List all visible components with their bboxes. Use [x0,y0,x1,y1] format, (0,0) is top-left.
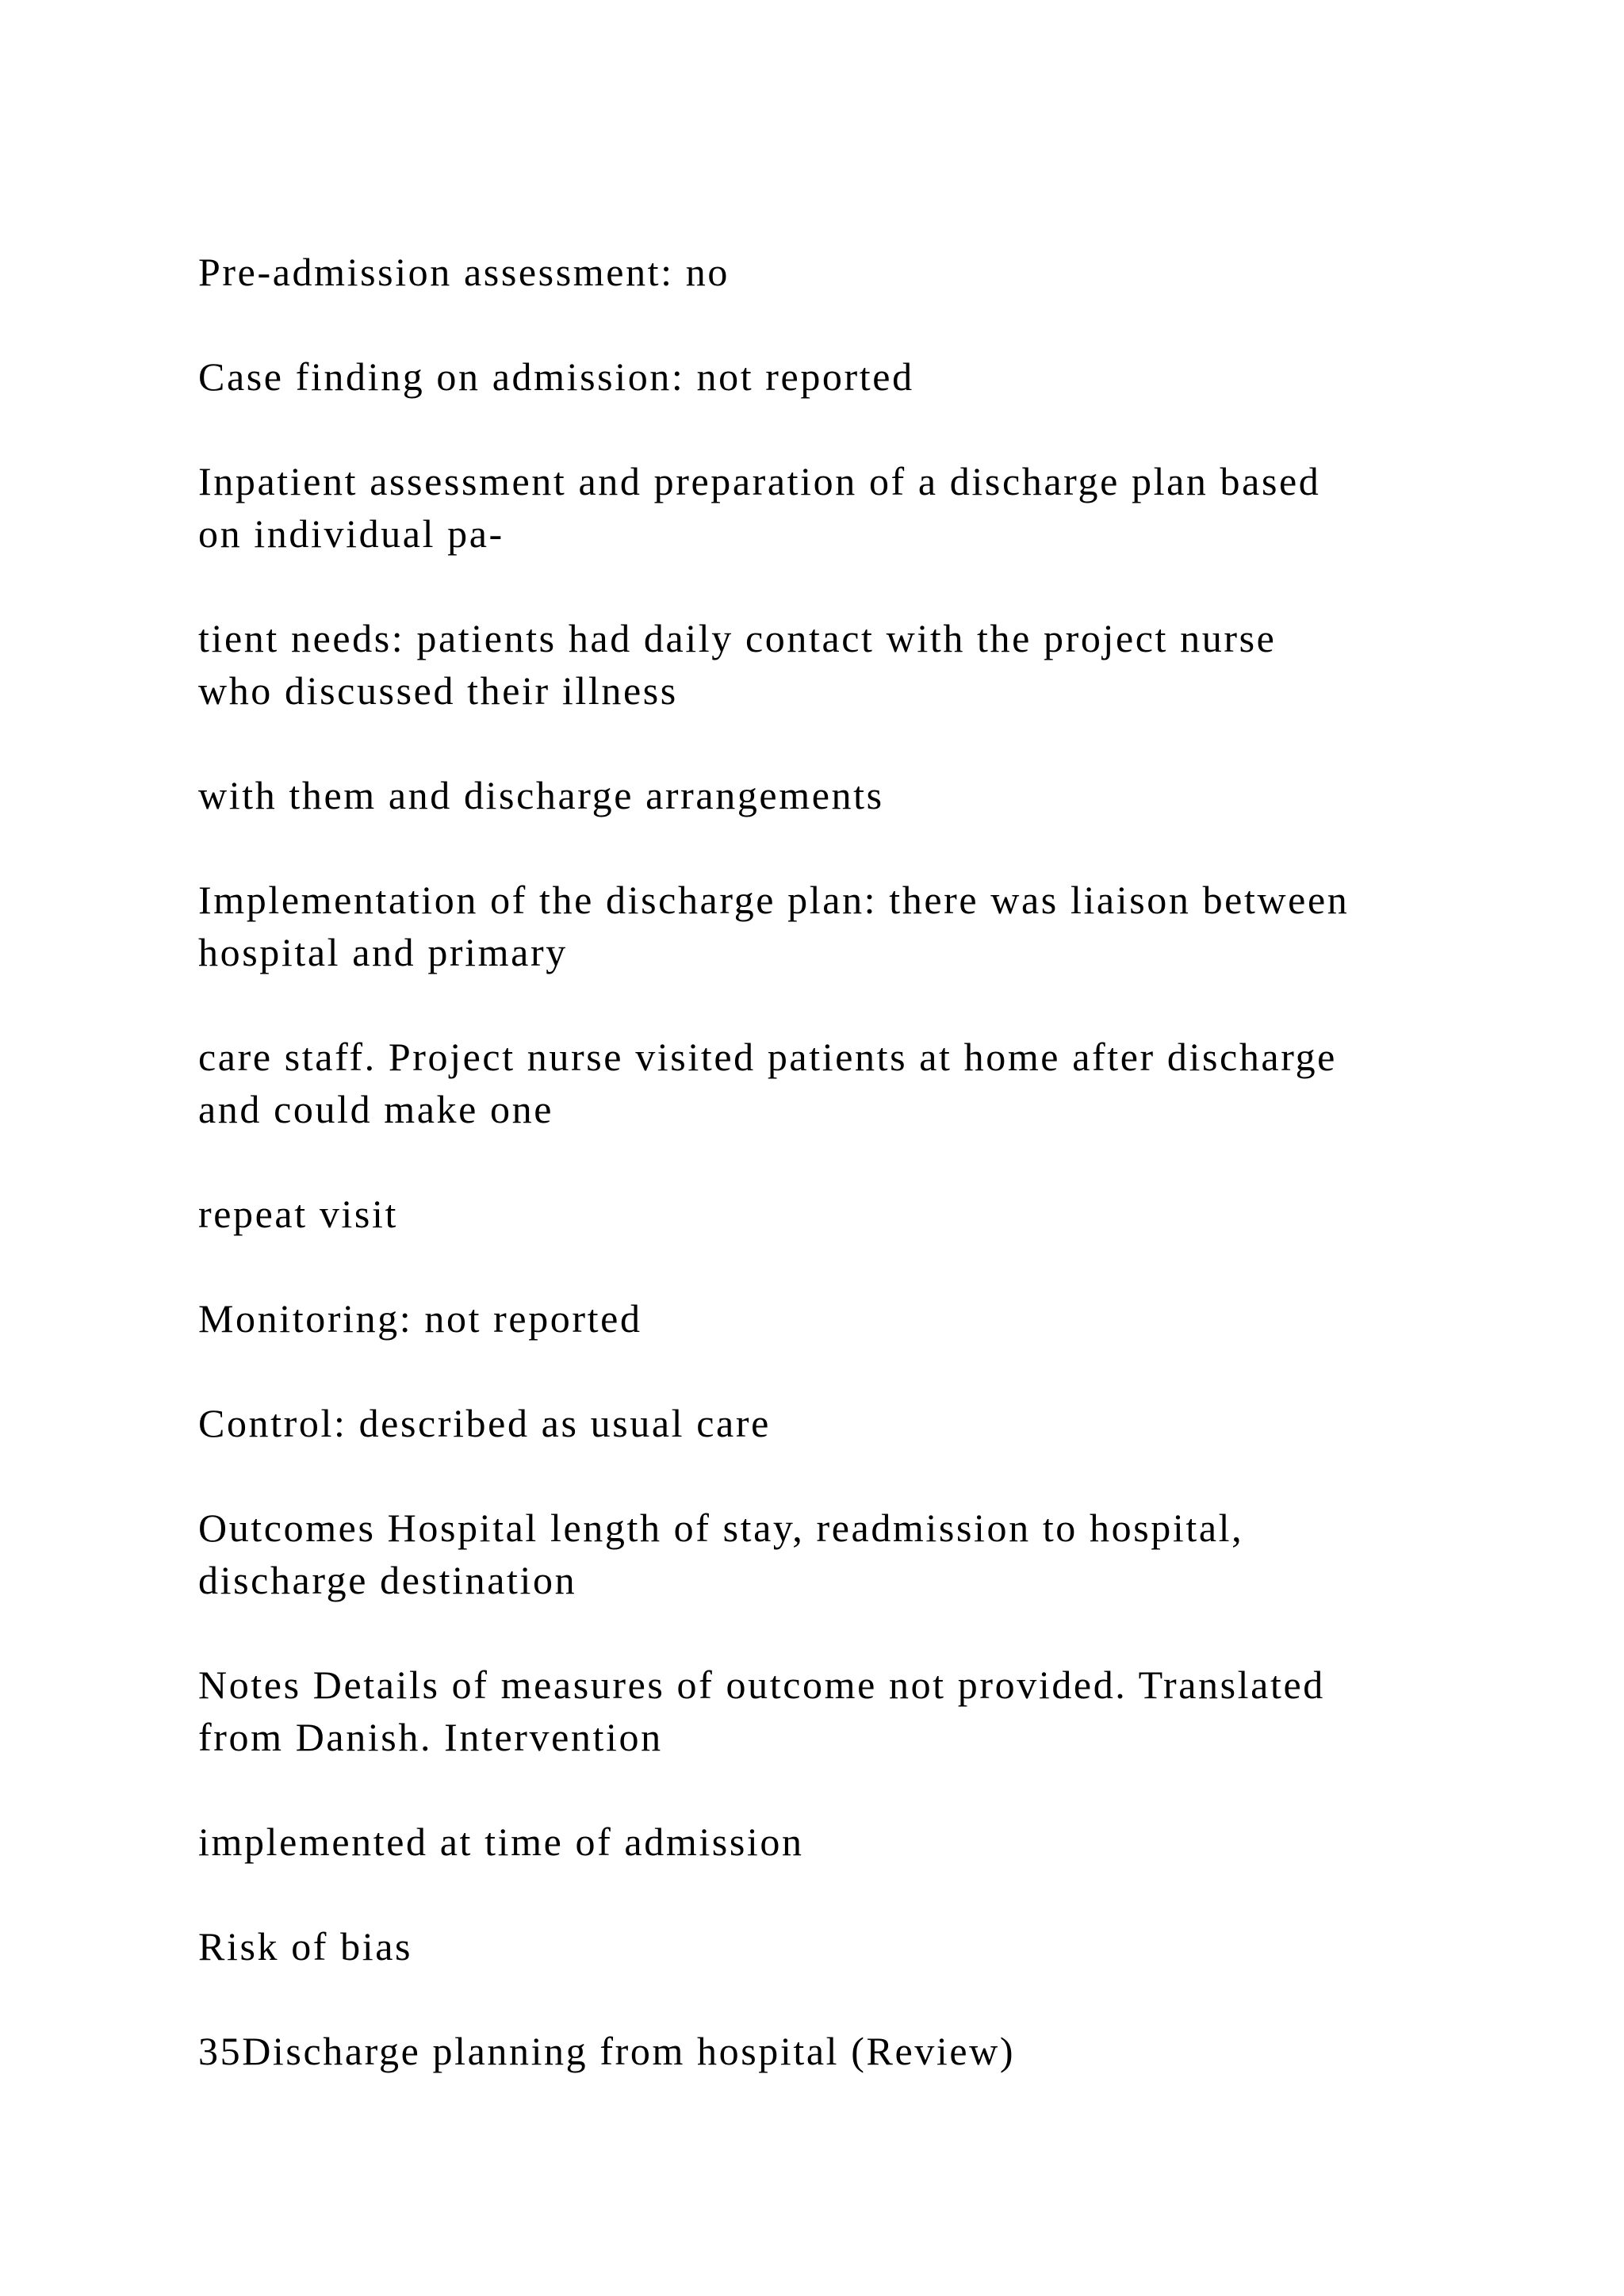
text-line: who discussed their illness [198,668,678,713]
text-line: on individual pa- [198,511,504,556]
text-line: Pre-admission assessment: no [198,250,730,294]
text-line: Control: described as usual care [198,1401,771,1445]
text-line: and could make one [198,1087,554,1131]
text-line: Implementation of the discharge plan: there was liaison between [198,878,1350,922]
text-line: from Danish. Intervention [198,1715,663,1759]
paragraph-pre-admission-assessment [198,246,1499,298]
text-line: Inpatient assessment and preparation of a discharge plan based [198,459,1321,503]
paragraph-case-finding [198,350,1499,403]
document-body [198,246,1499,2130]
paragraph-risk-of-bias [198,1920,1499,1973]
text-line: Monitoring: not reported [198,1296,642,1341]
paragraph-notes [198,1659,1499,1763]
paragraph-patient-needs [198,612,1499,717]
text-line: with them and discharge arrangements [198,773,884,817]
paragraph-implemented-at-admission [198,1816,1499,1868]
page-footer [198,2025,1499,2077]
text-line: hospital and primary [198,930,568,974]
text-line: tient needs: patients had daily contact with the project nurse [198,616,1277,660]
paragraph-control [198,1397,1499,1449]
text-line: repeat visit [198,1192,398,1236]
text-line: Notes Details of measures of outcome not provided. Translated [198,1663,1325,1707]
paragraph-implementation [198,874,1499,978]
text-line: Outcomes Hospital length of stay, readmission to hospital, [198,1506,1244,1550]
text-line: Risk of bias [198,1924,413,1969]
paragraph-repeat-visit [198,1188,1499,1240]
text-line: 35Discharge planning from hospital (Review) [198,2029,1016,2073]
text-line: Case finding on admission: not reported [198,354,914,399]
paragraph-outcomes [198,1502,1499,1606]
paragraph-discharge-arrangements [198,769,1499,821]
text-line: care staff. Project nurse visited patients at home after discharge [198,1035,1337,1079]
paragraph-care-staff [198,1031,1499,1135]
text-line: implemented at time of admission [198,1820,804,1864]
paragraph-inpatient-assessment [198,455,1499,560]
text-line: discharge destination [198,1558,577,1602]
paragraph-monitoring [198,1292,1499,1345]
